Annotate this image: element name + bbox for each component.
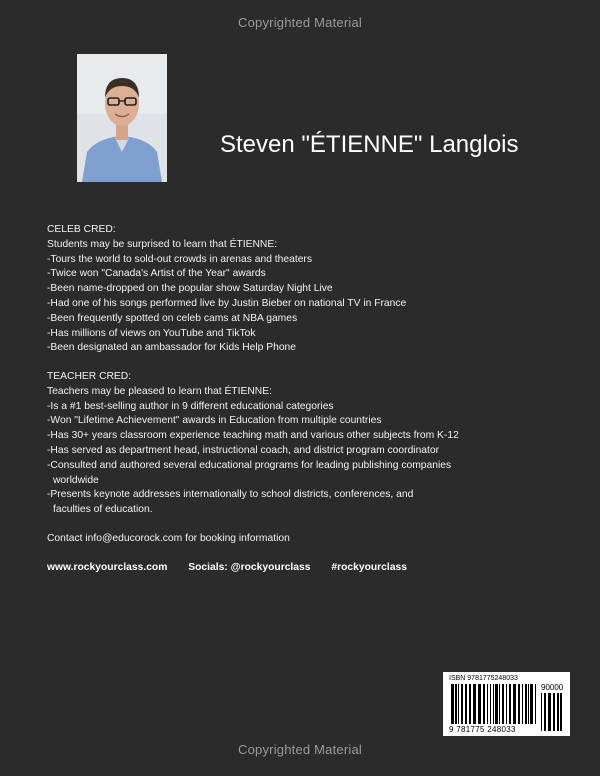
barcode-bar <box>557 693 559 731</box>
isbn-label: ISBN 9781775248033 <box>449 675 518 682</box>
list-item: -Has 30+ years classroom experience teaching math and various other subjects from K-12 <box>47 430 459 442</box>
list-item-continuation: faculties of education. <box>53 504 153 516</box>
watermark-bottom: Copyrighted Material <box>238 742 362 757</box>
contact-line <box>47 532 567 547</box>
barcode-bar <box>455 684 457 724</box>
isbn-digits: 9 781775 248033 <box>449 725 516 734</box>
contact-text: Contact info@educorock.com for booking information <box>47 533 290 544</box>
barcode-bar <box>465 684 467 724</box>
hashtag-text: #rockyourclass <box>331 562 407 573</box>
barcode-bar <box>506 684 507 724</box>
footer-links <box>47 562 425 573</box>
barcode-bar <box>544 693 546 731</box>
barcode-bar <box>522 684 523 724</box>
list-item: -Been frequently spotted on celeb cams at NBA games <box>47 312 298 324</box>
barcode-bar <box>487 684 488 724</box>
list-item: -Has millions of views on YouTube and TikTok <box>47 327 256 339</box>
barcode-bar <box>451 684 454 724</box>
barcode-bar <box>473 684 476 724</box>
barcode-bar <box>493 684 494 724</box>
list-item: -Been designated an ambassador for Kids Help Phone <box>47 342 297 354</box>
barcode-bar <box>528 684 529 724</box>
barcode-bar <box>535 684 536 724</box>
list-item: -Won "Lifetime Achievement" awards in Education from multiple countries <box>47 415 382 427</box>
barcode-bar <box>541 693 542 731</box>
socials-text: Socials: @rockyourclass <box>188 562 311 573</box>
barcode-bar <box>458 684 459 724</box>
barcode-bar <box>548 693 551 731</box>
list-item: -Is a #1 best-selling author in 9 different educational categories <box>47 400 334 412</box>
barcode-bar <box>483 684 485 724</box>
list-item: -Consulted and authored several educational programs for leading publishing companies <box>47 459 452 471</box>
price-code: 90000 <box>541 683 564 692</box>
barcode-bar <box>509 684 511 724</box>
list-item: -Has served as department head, instructional coach, and district program coordinator <box>47 444 440 456</box>
isbn-barcode <box>443 672 570 736</box>
author-photo <box>77 54 167 182</box>
teacher-cred-section <box>47 370 567 518</box>
barcode-bar <box>499 684 500 724</box>
barcode-bar <box>469 684 471 724</box>
barcode-bar <box>560 693 562 731</box>
celeb-cred-section <box>47 223 567 356</box>
barcode-bar <box>518 684 520 724</box>
author-name: Steven "ÉTIENNE" Langlois <box>220 131 519 158</box>
celeb-intro: Students may be surprised to learn that ÉTIENNE: <box>47 238 278 250</box>
barcode-bar <box>495 684 498 724</box>
barcode-bar <box>553 693 555 731</box>
barcode-bar <box>478 684 481 724</box>
barcode-bars-main <box>451 684 537 724</box>
list-item: -Tours the world to sold-out crowds in arenas and theaters <box>47 253 312 265</box>
barcode-bars-addon <box>541 693 565 731</box>
barcode-bar <box>513 684 516 724</box>
teacher-intro: Teachers may be pleased to learn that ÉTIENNE: <box>47 385 272 397</box>
celeb-heading: CELEB CRED: <box>47 224 116 235</box>
website-link: www.rockyourclass.com <box>47 562 168 573</box>
barcode-bar <box>525 684 527 724</box>
list-item: -Had one of his songs performed live by Justin Bieber on national TV in France <box>47 297 407 309</box>
list-item: -Presents keynote addresses internationally to school districts, conferences, and <box>47 489 414 501</box>
barcode-bar <box>502 684 504 724</box>
list-item: -Been name-dropped on the popular show Saturday Night Live <box>47 283 333 295</box>
list-item: -Twice won "Canada's Artist of the Year" awards <box>47 268 266 280</box>
barcode-bar <box>490 684 491 724</box>
barcode-bar <box>530 684 533 724</box>
teacher-heading: TEACHER CRED: <box>47 371 132 382</box>
barcode-bar <box>461 684 463 724</box>
watermark-top: Copyrighted Material <box>238 15 362 30</box>
list-item-continuation: worldwide <box>53 474 99 486</box>
